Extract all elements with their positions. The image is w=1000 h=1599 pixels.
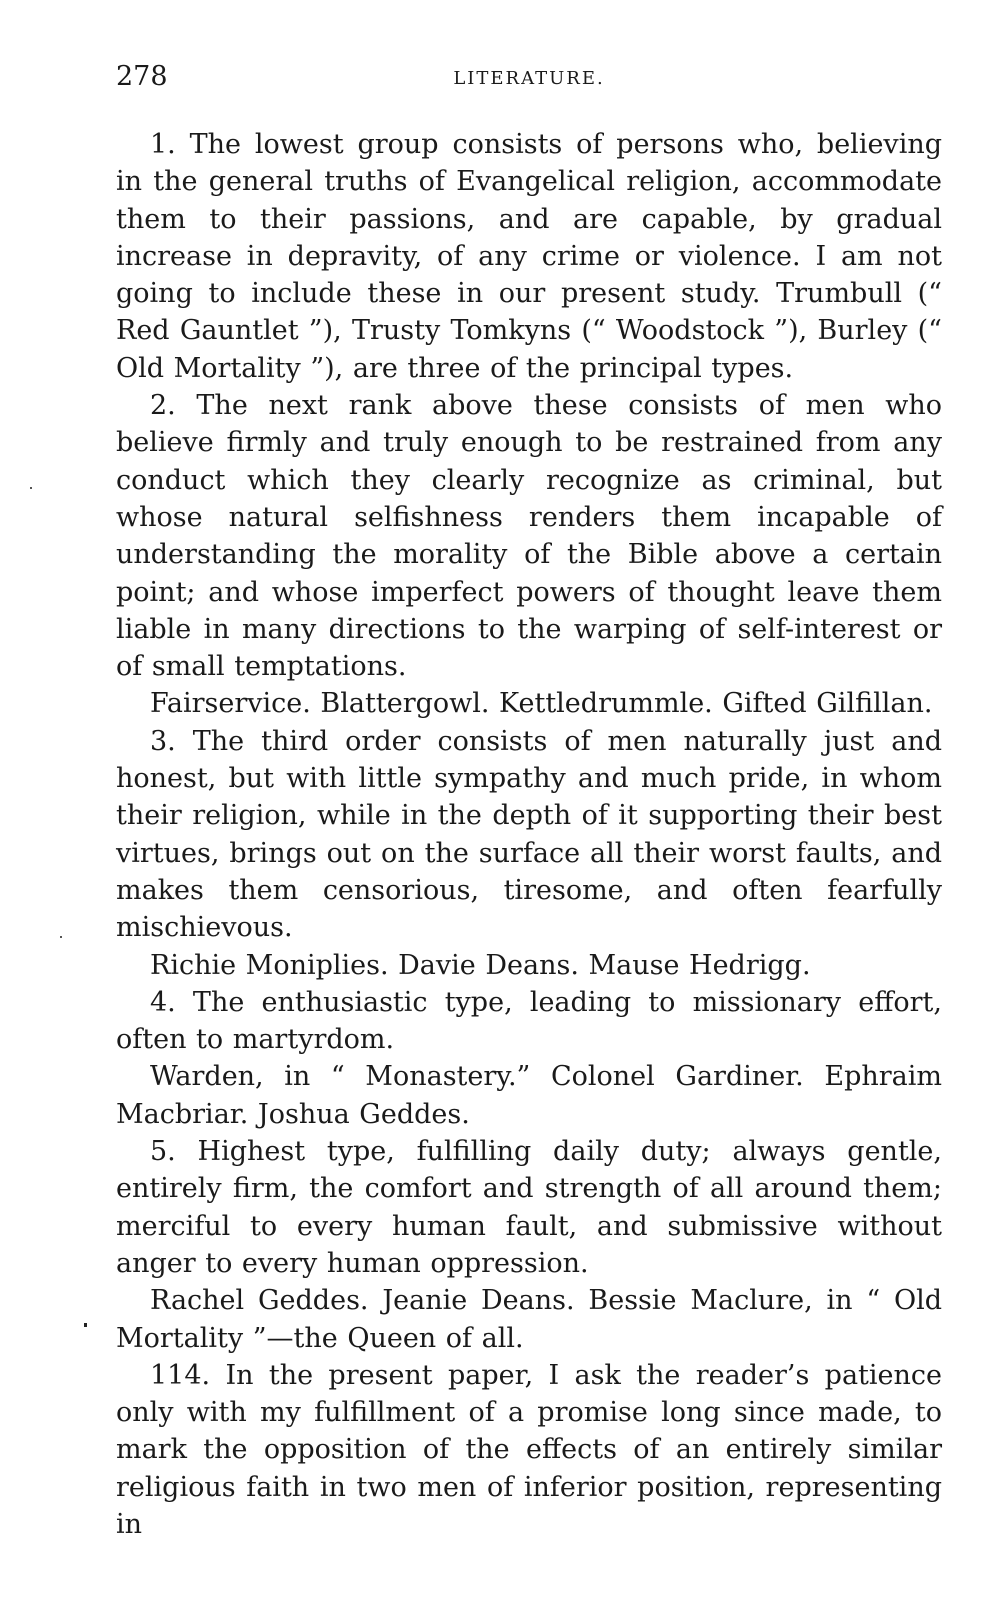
examples-group-2: Fairservice. Blattergowl. Kettledrummle. Gifted Gilfillan. [150, 688, 933, 720]
paragraph-group-4: 4. The enthusiastic type, leading to missionary effort, often to martyrdom. [116, 986, 942, 1056]
body-text [116, 126, 942, 1543]
margin-tick [84, 1323, 87, 1327]
examples-group-5: Rachel Geddes. Jeanie Deans. Bessie Maclure, in “ Old Mortality ”—the Queen of all. [116, 1285, 942, 1354]
paragraph-group-3: 3. The third order consists of men naturally just and honest, but with little sympathy and much pride, in whom their religion, while in the depth of it supporting their best virtues, brings out on the surface all their worst faults, and makes them censorious, tiresome, and often fearfully mischievous. [116, 725, 942, 944]
paragraph-group-2: 2. The next rank above these consists of men who believe firmly and truly enough to be restrained from any conduct which they clearly recognize as criminal, but whose natural selfishness renders them incapable of understanding the morality of the Bible above a certain point; and whose imperfect powers of thought leave them liable in many directions to the warping of self-interest or of small temptations. [116, 390, 942, 683]
examples-group-4: Warden, in “ Monastery.” Colonel Gardiner. Ephraim Macbriar. Joshua Geddes. [116, 1061, 942, 1130]
margin-speck [60, 936, 62, 938]
running-head [116, 62, 942, 102]
paragraph-114: 114. In the present paper, I ask the reader’s patience only with my fulfillment of a promise long since made, to mark the opposition of the effects of an entirely similar religious faith in two men of inferior position, representing in [116, 1359, 942, 1540]
running-title: LITERATURE. [453, 68, 605, 89]
page-number: 278 [116, 61, 168, 92]
paragraph-group-5: 5. Highest type, fulfilling daily duty; always gentle, entirely firm, the comfort and strength of all around them; merciful to every human fault, and submissive without anger to every human oppression. [116, 1136, 942, 1279]
margin-speck [30, 487, 32, 489]
paragraph-group-1: 1. The lowest group consists of persons who, believing in the general truths of Evangelical religion, accommodate them to their passions, and are capable, by gradual increase in depravity, of any crime or violence. I am not going to include these in our present study. Trumbull (“ Red Gauntlet ”), Trusty Tomkyns (“ Woodstock ”), Burley (“ Old Mortality ”), are three of the principal types. [116, 129, 942, 384]
examples-group-3: Richie Moniplies. Davie Deans. Mause Hedrigg. [150, 949, 811, 981]
